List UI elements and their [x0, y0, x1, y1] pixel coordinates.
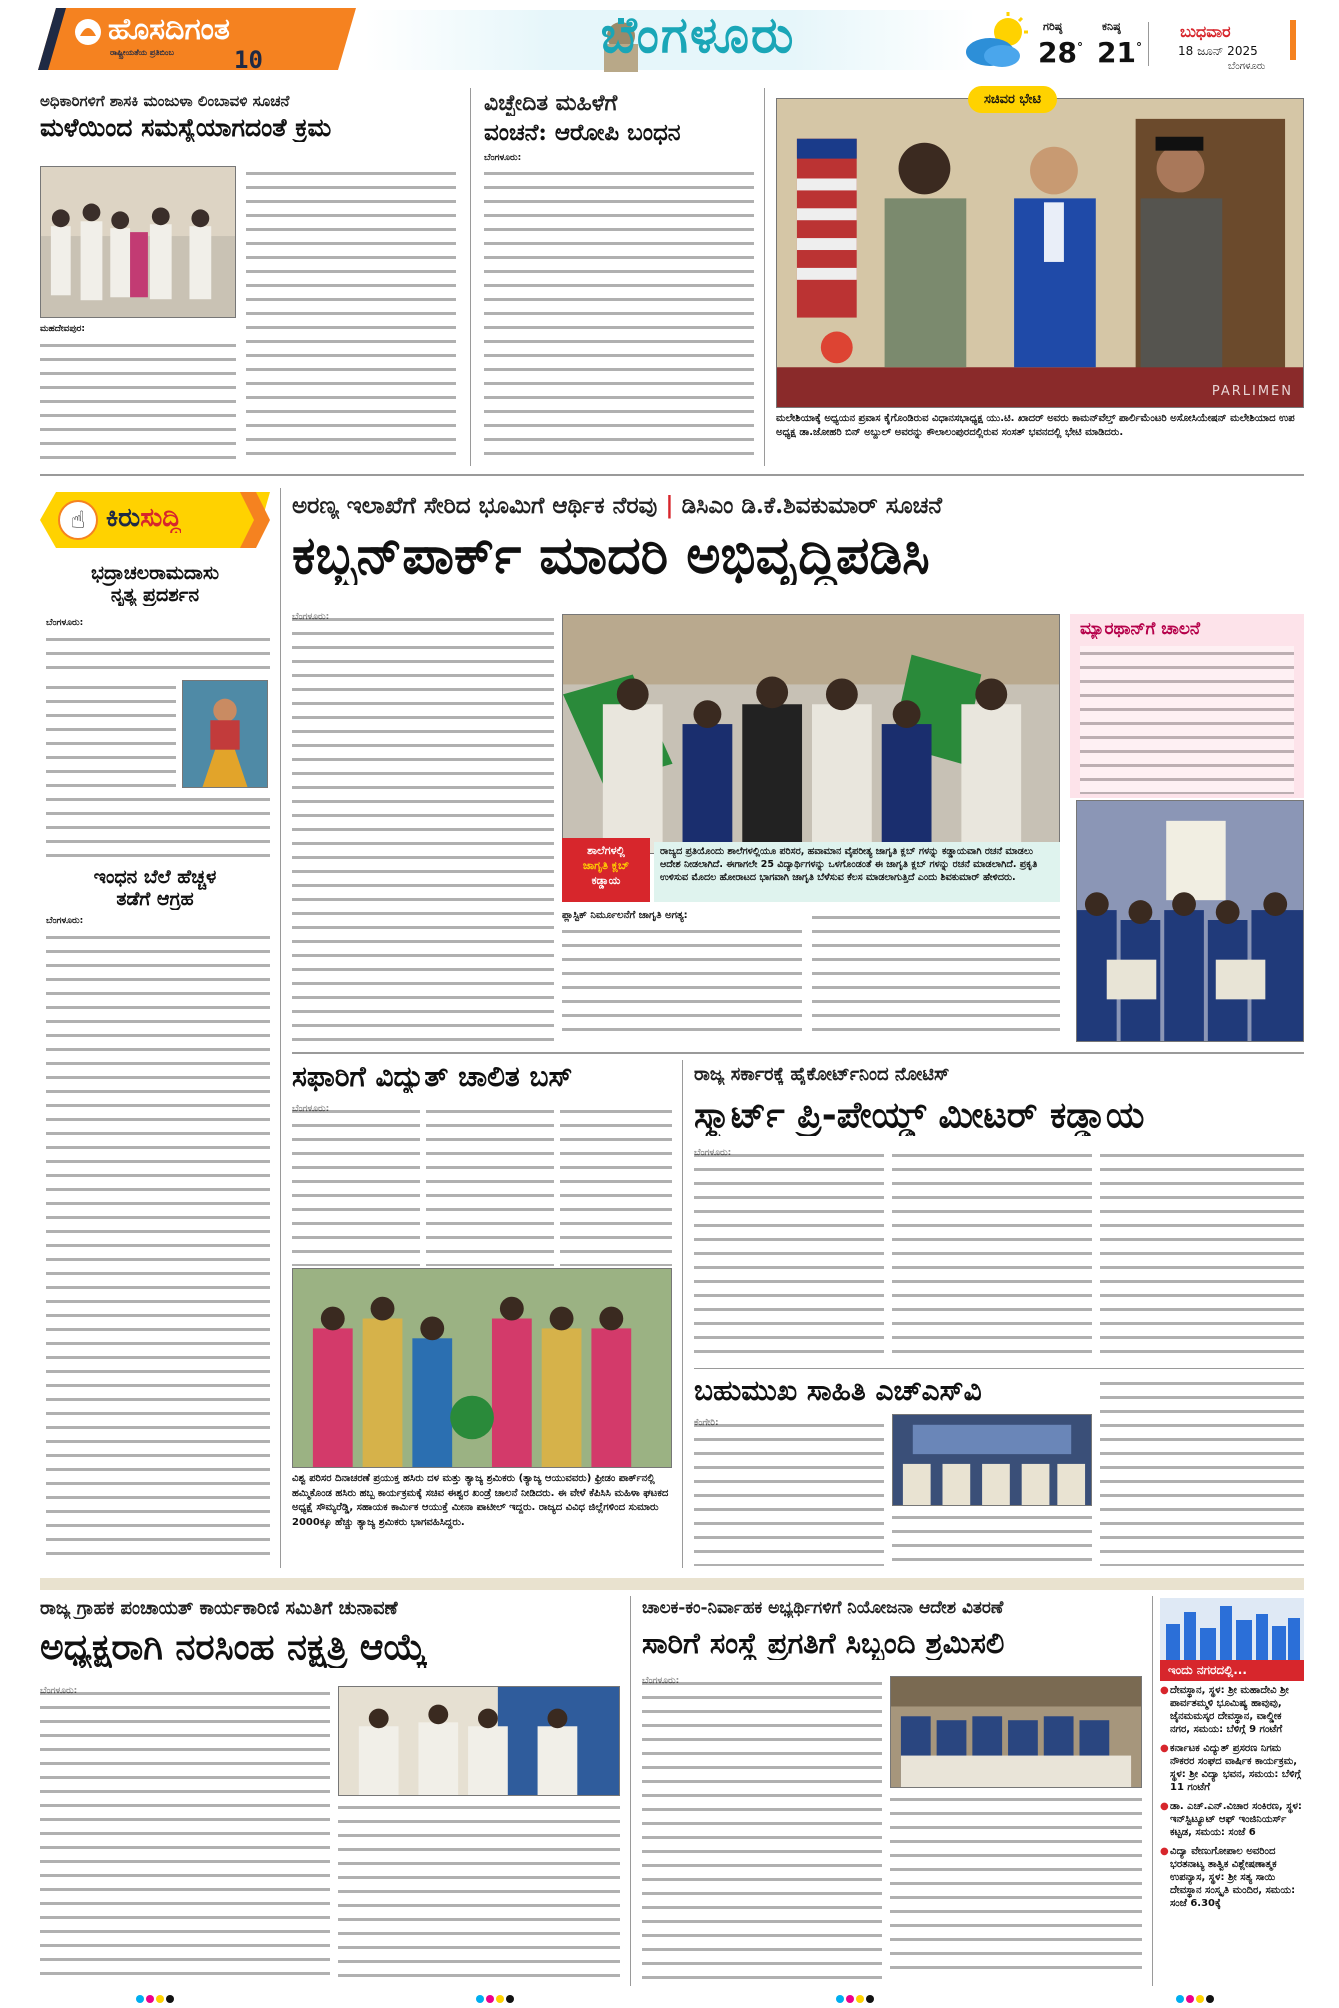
list-item: ● ಕರ್ನಾಟಕ ವಿದ್ಯುತ್ ಪ್ರಸರಣ ನಿಗಮ ನೌಕರರ ಸಂಘದ ವಾರ್ಷಿಕ ಕಾರ್ಯಕ್ರಮ, ಸ್ಥಳ: ಶ್ರೀ ವಿದ್ಯಾ ಭವನ, ಸಮಯ: ಬೆಳಿಗ್ಗೆ 11 ಗಂಟೆಗೆ	[1160, 1743, 1301, 1793]
brand-logo	[38, 8, 356, 74]
transport-text-1	[642, 1676, 882, 1980]
marathon-text	[1080, 646, 1294, 794]
column-rule	[1152, 1596, 1153, 1986]
story1-text	[246, 166, 456, 464]
kiru-h2: ಇಂಧನ ಬೆಲೆ ಹೆಚ್ಚಳ ತಡೆಗೆ ಆಗ್ರಹ	[93, 866, 217, 910]
kiru-h2-text	[46, 930, 270, 1566]
date: 18 ಜೂನ್ 2025	[1178, 44, 1258, 58]
lead-text-3	[812, 910, 1060, 1042]
masthead-accent	[1290, 20, 1296, 60]
kiru-h1-text-2	[46, 680, 176, 788]
bahu-photo	[892, 1414, 1092, 1506]
section-title: ಬೆಂಗಳೂರು	[600, 8, 796, 63]
column-rule	[630, 1596, 631, 1986]
lead-photo	[562, 614, 1060, 854]
column-rule	[682, 1060, 683, 1568]
min-label: ಕನಿಷ್ಠ	[1102, 20, 1121, 33]
tag-minister-visit: ಸಚಿವರ ಭೇಟಿ	[968, 86, 1057, 113]
dancer-photo	[182, 680, 268, 788]
kiru-h1: ಭದ್ರಾಚಲರಾಮದಾಸು ನೃತ್ಯ ಪ್ರದರ್ಶನ	[90, 562, 220, 606]
bahu-text-3	[1100, 1376, 1304, 1566]
bus-text-2	[426, 1104, 554, 1266]
kiru-h1-text	[46, 632, 270, 678]
lead-kicker: ಅರಣ್ಯ ಇಲಾಖೆಗೆ ಸೇರಿದ ಭೂಮಿಗೆ ಆರ್ಥಿಕ ನೆರವು | ಡಿಸಿಎಂ ಡಿ.ಕೆ.ಶಿವಕುಮಾರ್ ಸೂಚನೆ	[292, 492, 943, 519]
brand-name: ಹೊಸದಿಗಂತ	[108, 13, 230, 46]
story2-byline: ಬೆಂಗಳೂರು:	[484, 153, 522, 163]
list-item: ● ಡಾ. ಎಚ್.ಎನ್.ವಿಚಾರ ಸಂಕಿರಣ, ಸ್ಥಳ: ಇನ್‌ಸ್ಟಿಟ್ಯೂಟ್ ಆಫ್ ಇಂಜಿನಿಯರ್ಸ್ ಕಟ್ಟಡ, ಸಮಯ: ಸಂಜೆ 6	[1160, 1801, 1302, 1838]
lead-text-2	[562, 924, 802, 1042]
story2-kicker: ವಿಚ್ಛೇದಿತ ಮಹಿಳೆಗೆ	[484, 90, 618, 116]
brand-tagline: ರಾಷ್ಟ್ರೀಯತೆಯ ಪ್ರತಿಬಿಂಬ	[110, 48, 174, 57]
minister-photo	[776, 98, 1304, 408]
bus-headline: ಸಫಾರಿಗೆ ವಿದ್ಯುತ್ ಚಾಲಿತ ಬಸ್	[292, 1062, 573, 1093]
city-today-list	[1160, 1684, 1304, 1984]
list-item: ● ವಿದ್ಯಾ ವೇಣುಗೋಪಾಲ ಅವರಿಂದ ಭರತನಾಟ್ಯ ತಾತ್ವಿಕ ವಿಶ್ಲೇಷಣಾತ್ಮಕ ಉಪನ್ಯಾಸ, ಸ್ಥಳ: ಶ್ರೀ ಸತ್ಯ ಸಾಯಿ ದೇವಸ್ಥಾನ ಸಂಸ್ಕೃತಿ ಮಂದಿರ, ಸಮಯ: ಸಂಜೆ 6.30ಕ್ಕೆ	[1160, 1846, 1296, 1909]
consumer-photo	[338, 1686, 620, 1796]
city-today-tag: ಇಂದು ನಗರದಲ್ಲಿ...	[1160, 1660, 1304, 1681]
lead-subhead: ಪ್ಲಾಸ್ಟಿಕ್ ನಿರ್ಮೂಲನೆಗೆ ಜಾಗೃತಿ ಅಗತ್ಯ:	[562, 910, 802, 921]
max-temp: 28°	[1038, 36, 1083, 69]
hand-icon: ☝	[58, 500, 98, 540]
kiru-h1-byline: ಬೆಂಗಳೂರು:	[46, 618, 84, 628]
story2-headline: ವಂಚನೆ: ಆರೋಪಿ ಬಂಧನ	[484, 120, 681, 146]
transport-photo	[890, 1676, 1142, 1788]
meter-headline: ಸ್ಮಾರ್ಟ್ ಪ್ರಿ-ಪೇಯ್ಡ್ ಮೀಟರ್ ಕಡ್ಡಾಯ	[694, 1096, 1145, 1136]
bus-text-1	[292, 1104, 420, 1266]
kiru-h1-text-3	[46, 792, 270, 864]
bus-photo	[292, 1268, 672, 1468]
masthead	[0, 0, 1339, 80]
weather-icon	[962, 12, 1032, 70]
transport-text-2	[890, 1792, 1142, 1980]
consumer-text-2	[338, 1800, 620, 1980]
print-marks	[0, 1990, 1339, 2008]
meter-text-2	[892, 1148, 1092, 1360]
consumer-headline: ಅಧ್ಯಕ್ಷರಾಗಿ ನರಸಿಂಹ ನಕ್ಷತ್ರಿ ಆಯ್ಕೆ	[40, 1628, 427, 1668]
story1-kicker: ಅಧಿಕಾರಿಗಳಿಗೆ ಶಾಸಕಿ ಮಂಜುಳಾ ಲಿಂಬಾವಳಿ ಸೂಚನೆ	[40, 92, 290, 110]
minister-caption: ಮಲೇಶಿಯಾಕ್ಕೆ ಅಧ್ಯಯನ ಪ್ರವಾಸ ಕೈಗೊಂಡಿರುವ ವಿಧಾನಸಭಾಧ್ಯಕ್ಷ ಯು.ಟಿ. ಖಾದರ್ ಅವರು ಕಾಮನ್‌ವೆಲ್ತ್ ಪಾರ್ಲಿಮೆಂಟರಿ ಅಸೋಸಿಯೇಷನ್ ಮಲೇಶಿಯಾದ ಉಪ ಅಧ್ಯಕ್ಷ ಡಾ.ಜೋಹರಿ ಬಿನ್ ಅಬ್ದುಲ್ ಅವರನ್ನು ಕೌಲಾಲಂಪುರದಲ್ಲಿರುವ ಸಂಸತ್ ಭವನದಲ್ಲಿ ಭೇಟಿ ಮಾಡಿದರು.	[776, 413, 1295, 438]
transport-kicker: ಚಾಲಕ-ಕಂ-ನಿರ್ವಾಹಕ ಅಭ್ಯರ್ಥಿಗಳಿಗೆ ನಿಯೋಜನಾ ಆದೇಶ ವಿತರಣೆ	[642, 1598, 1004, 1618]
city-skyline	[1160, 1598, 1304, 1662]
min-temp: 21°	[1097, 36, 1142, 69]
meter-kicker: ರಾಜ್ಯ ಸರ್ಕಾರಕ್ಕೆ ಹೈಕೋರ್ಟ್‌ನಿಂದ ನೋಟಿಸ್	[694, 1064, 950, 1085]
story1-headline: ಮಳೆಯಿಂದ ಸಮಸ್ಯೆಯಾಗದಂತೆ ಕ್ರಮ	[40, 114, 332, 142]
bahu-text-2	[892, 1510, 1092, 1566]
date-city: ಬೆಂಗಳೂರು	[1228, 61, 1266, 72]
column-rule	[280, 488, 281, 1568]
marathon-photo	[1076, 800, 1304, 1042]
column-rule	[764, 88, 765, 466]
section-rule	[694, 1368, 1304, 1369]
story1-photo	[40, 166, 236, 318]
page-number: 10	[234, 46, 263, 74]
kiru-h2-byline: ಬೆಂಗಳೂರು:	[46, 916, 84, 926]
story2-text	[484, 166, 754, 464]
list-item: ● ದೇವಸ್ಥಾನ, ಸ್ಥಳ: ಶ್ರೀ ಮಹಾದೇವಿ ಶ್ರೀ ಪಾರ್ವತಮ್ಮಳಿ ಭೂಮಿಷ್ಯ ಹಾವುವು, ಜೈನಮಮಸ್ಕರ ದೇವಸ್ಥಾನ, ವಾಲ್ಡೀಕ ನಗರ, ಸಮಯ: ಬೆಳಿಗ್ಗೆ 9 ಗಂಟೆಗೆ	[1160, 1685, 1289, 1735]
max-label: ಗರಿಷ್ಠ	[1043, 20, 1063, 33]
section-rule	[292, 1052, 1304, 1054]
marathon-headline: ಮ್ಯಾರಥಾನ್‌ಗೆ ಚಾಲನೆ	[1080, 620, 1201, 639]
meter-text-3	[1100, 1148, 1304, 1360]
consumer-kicker: ರಾಜ್ಯ ಗ್ರಾಹಕ ಪಂಚಾಯತ್ ಕಾರ್ಯಕಾರಿಣಿ ಸಮಿತಿಗೆ ಚುನಾವಣೆ	[40, 1598, 398, 1619]
date-divider	[1148, 22, 1149, 66]
story1-byline: ಮಹದೇವಪುರ:	[40, 324, 86, 334]
kiru-tag	[40, 492, 270, 548]
watermark: PARLIMEN	[1211, 384, 1293, 399]
bus-caption: ವಿಶ್ವ ಪರಿಸರ ದಿನಾಚರಣೆ ಪ್ರಯುಕ್ತ ಹಸಿರು ದಳ ಮತ್ತು ತ್ಯಾಜ್ಯ ಶ್ರಮಿಕರು (ತ್ಯಾಜ್ಯ ಆಯುವವರು) ಫ್ರೀಡಂ ಪಾರ್ಕ್‌ನಲ್ಲಿ ಹಮ್ಮಿಕೊಂಡ ಹಸಿರು ಹಬ್ಬ ಕಾರ್ಯಕ್ರಮಕ್ಕೆ ಸಚಿವ ಈಶ್ವರ ಖಂಡ್ರೆ ಚಾಲನೆ ನೀಡಿದರು. ಈ ವೇಳೆ ಕೆಪಿಸಿಸಿ ಮಹಿಳಾ ಘಟಕದ ಅಧ್ಯಕ್ಷೆ ಸೌಮ್ಯರೆಡ್ಡಿ, ಸಹಾಯಕ ಕಾರ್ಮಿಕ ಆಯುಕ್ತೆ ಮೀನಾ ಪಾಟೀಲ್ ಇದ್ದರು. ರಾಜ್ಯದ ವಿವಿಧ ಜಿಲ್ಲೆಗಳಿಂದ ಸುಮಾರು 2000ಕ್ಕೂ ಹೆಚ್ಚು ತ್ಯಾಜ್ಯ ಶ್ರಮಿಕರು ಭಾಗವಹಿಸಿದ್ದರು.	[292, 1473, 669, 1528]
lead-text-1	[292, 612, 554, 1042]
bahu-text-1	[694, 1418, 884, 1566]
lead-headline: ಕಬ್ಬನ್‌ಪಾರ್ಕ್ ಮಾದರಿ ಅಭಿವೃದ್ಧಿಪಡಿಸಿ	[292, 528, 930, 586]
section-rule	[40, 474, 1304, 476]
transport-headline: ಸಾರಿಗೆ ಸಂಸ್ಥೆ ಪ್ರಗತಿಗೆ ಸಿಬ್ಬಂದಿ ಶ್ರಮಿಸಲಿ	[642, 1628, 1005, 1660]
weekday: ಬುಧವಾರ	[1180, 22, 1231, 41]
bus-text-3	[560, 1104, 672, 1266]
bahu-headline: ಬಹುಮುಖ ಸಾಹಿತಿ ಎಚ್‌ಎಸ್‌ವಿ	[694, 1376, 982, 1407]
story1-text-2	[40, 338, 236, 464]
kiru-label: ಕಿರುಸುದ್ದಿ	[106, 504, 182, 533]
meter-text-1	[694, 1148, 884, 1360]
consumer-text-1	[40, 1686, 330, 1980]
lead-photo-caption: ರಾಜ್ಯದ ಪ್ರತಿಯೊಂದು ಶಾಲೆಗಳಲ್ಲಿಯೂ ಪರಿಸರ, ಹವಾಮಾನ ವೈಪರೀತ್ಯ ಜಾಗೃತಿ ಕ್ಲಬ್ ಗಳನ್ನು ಕಡ್ಡಾಯವಾಗಿ ರಚನೆ ಮಾಡಲು ಆದೇಶ ನೀಡಲಾಗಿದೆ. ಈಗಾಗಲೇ 25 ವಿದ್ಯಾರ್ಥಿಗಳನ್ನು ಒಳಗೊಂಡಂತೆ ಈ ಜಾಗೃತಿ ಕ್ಲಬ್ ಗಳನ್ನು ರಚನೆ ಮಾಡಲಾಗಿದೆ. ಪ್ರಕೃತಿ ಉಳಿಸುವ ಮೊದಲ ಹೋರಾಟದ ಭಾಗವಾಗಿ ಜಾಗೃತಿ ಬೆಳೆಸುವ ಕೆಲಸ ಮಾಡಲಾಗುತ್ತಿದೆ ಎಂದು ಶಿವಕುಮಾರ್ ಹೇಳಿದರು.	[654, 842, 1060, 902]
lead-photo-tag: ಶಾಲೆಗಳಲ್ಲಿ ಜಾಗೃತಿ ಕ್ಲಬ್ ಕಡ್ಡಾಯ	[562, 838, 650, 902]
column-rule	[470, 88, 471, 466]
divider-band	[40, 1578, 1304, 1590]
